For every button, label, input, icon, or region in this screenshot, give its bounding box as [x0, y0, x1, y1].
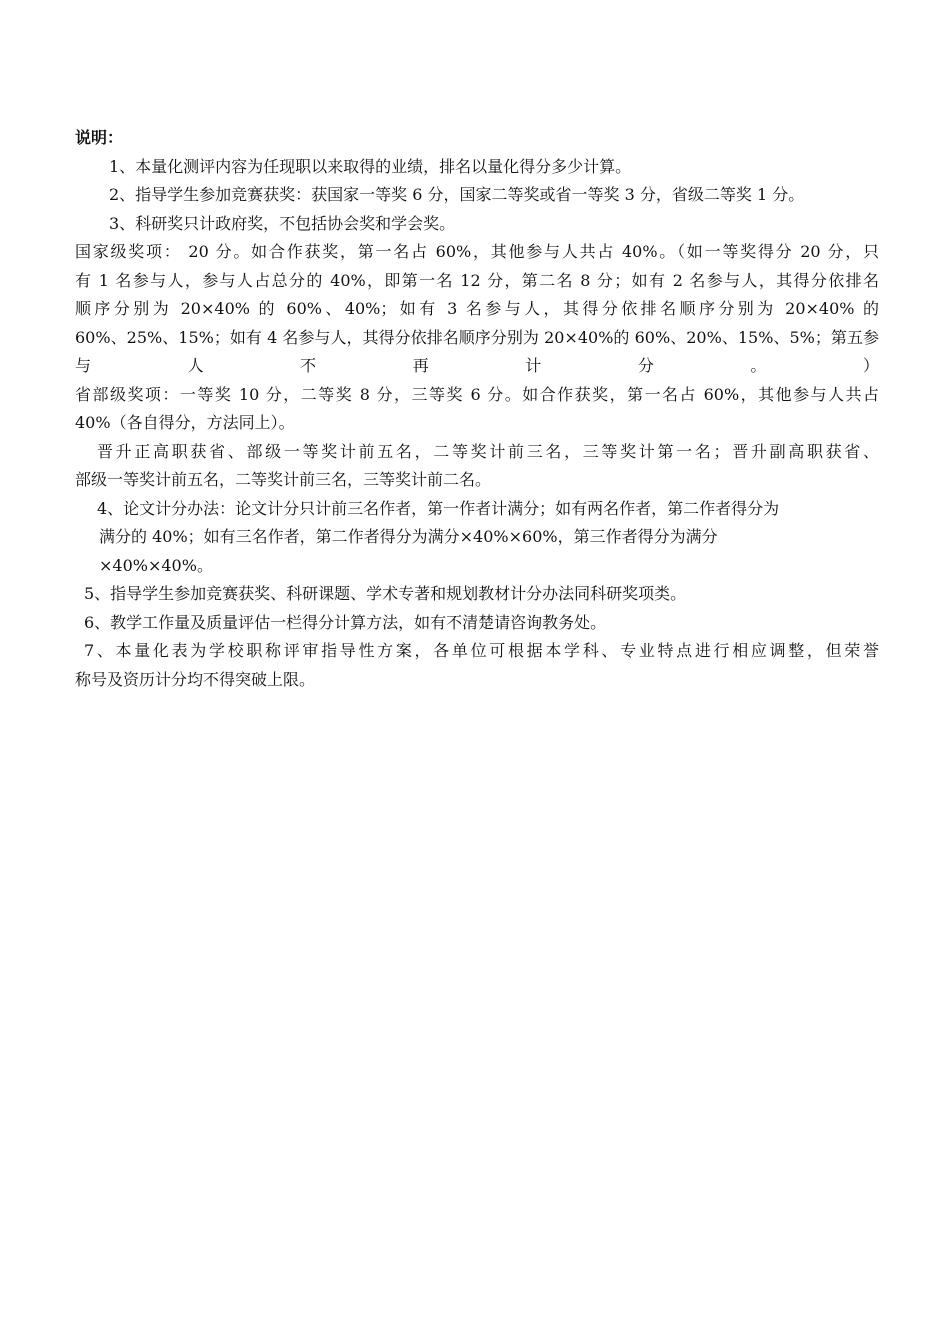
note-item-6: 6、教学工作量及质量评估一栏得分计算方法，如有不清楚请咨询教务处。	[84, 612, 607, 632]
note-item-4-line-3: ×40%×40%。	[99, 555, 213, 575]
national-award-line-1: 国家级奖项： 20 分。如合作获奖，第一名占 60%，其他参与人共占 40%。（如一等奖得分 20 分，只	[75, 242, 879, 261]
national-award-line-4: 60%、25%、15%；如有 4 名参与人，其得分依排名顺序分别为 20×40%的 60%、20%、15%、5%；第五参	[75, 327, 879, 347]
note-item-2: 2、指导学生参加竞赛获奖：获国家一等奖 6 分，国家二等奖或省一等奖 3 分，省级二等奖 1 分。	[109, 185, 805, 204]
note-item-7-line-1: 7、本量化表为学校职称评审指导性方案，各单位可根据本学科、专业特点进行相应调整，但荣誉	[84, 641, 879, 660]
note-item-4-line-1: 4、论文计分办法：论文计分只计前三名作者，第一作者计满分；如有两名作者，第二作者得分为	[97, 498, 780, 518]
national-award-line-5: 与 人 不 再 计 分 。 ）	[75, 356, 879, 375]
provincial-award-line-1: 省部级奖项：一等奖 10 分，二等奖 8 分，三等奖 6 分。如合作获奖，第一名占 60%，其他参与人共占	[75, 384, 879, 404]
promotion-rule-line-2: 部级一等奖计前五名，二等奖计前三名，三等奖计前二名。	[75, 470, 492, 489]
national-award-line-3: 顺序分别为 20×40% 的 60%、40%；如有 3 名参与人，其得分依排名顺序分别为 20×40% 的	[75, 299, 879, 318]
note-item-5: 5、指导学生参加竞赛获奖、科研课题、学术专著和规划教材计分办法同科研奖项类。	[84, 584, 687, 603]
note-item-1: 1、本量化测评内容为任现职以来取得的业绩，排名以量化得分多少计算。	[109, 156, 632, 176]
notes-heading: 说明：	[75, 128, 124, 147]
promotion-rule-line-1: 晋升正高职获省、部级一等奖计前五名，二等奖计前三名，三等奖计第一名；晋升副高职获省、	[97, 441, 879, 461]
note-item-3: 3、科研奖只计政府奖，不包括协会奖和学会奖。	[109, 213, 456, 233]
note-item-7-line-2: 称号及资历计分均不得突破上限。	[75, 669, 316, 689]
provincial-award-line-2: 40%（各自得分，方法同上）。	[75, 413, 295, 432]
national-award-line-2: 有 1 名参与人，参与人占总分的 40%，即第一名 12 分，第二名 8 分；如有 2 名参与人，其得分依排名	[75, 270, 879, 290]
notes-document	[75, 124, 879, 694]
note-item-4-line-2: 满分的 40%；如有三名作者，第二作者得分为满分×40%×60%，第三作者得分为满分	[99, 527, 718, 546]
